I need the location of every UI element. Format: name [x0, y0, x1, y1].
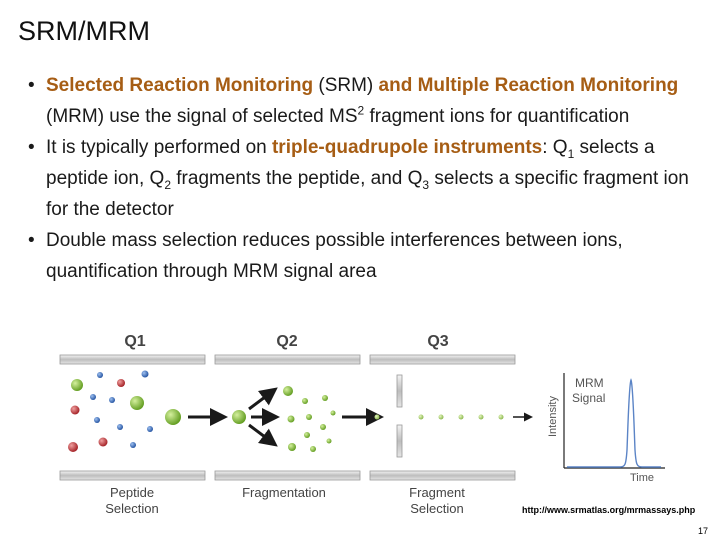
- bullet-text: fragments the peptide, and Q: [171, 168, 423, 189]
- q1-bottom-rod: [60, 471, 205, 480]
- highlighted-term: and Multiple Reaction Monitoring: [378, 75, 679, 96]
- q1-ion-mixture: [68, 371, 181, 453]
- plot-ylabel: Intensity: [547, 396, 559, 437]
- q3-slit-top: [397, 375, 402, 407]
- subscript: 1: [567, 146, 575, 161]
- bullet-list: [28, 70, 698, 287]
- q2-bottom-rod: [215, 471, 360, 480]
- plot-title-line-1: MRM: [575, 376, 604, 390]
- plot-xlabel: Time: [630, 472, 655, 484]
- stage-label-peptide-1: Peptide: [109, 485, 155, 500]
- plot-title-line-2: Signal: [572, 391, 606, 405]
- source-url[interactable]: http://www.srmatlas.org/mrmassays.php: [522, 505, 696, 515]
- bullet-text: selects a specific fragment ion for the detector: [46, 168, 689, 220]
- q1-label: Q1: [124, 333, 146, 350]
- stage-label-peptide-2: Selection: [105, 501, 159, 516]
- bullet-triple-quad: [28, 132, 698, 225]
- bullet-srm-definition: [28, 70, 698, 132]
- q3-bottom-rod: [370, 471, 515, 480]
- bullet-double-selection: [28, 225, 698, 287]
- bullet-text: Double mass selection reduces possible interferences between ions, quantification through MRM signal area: [46, 230, 623, 282]
- page-number: 17: [698, 526, 709, 536]
- q3-top-rod: [370, 355, 515, 364]
- mrm-signal-plot: [547, 373, 665, 484]
- q2-label: Q2: [276, 333, 298, 350]
- bullet-text: It is typically performed on: [46, 137, 272, 158]
- q2-top-rod: [215, 355, 360, 364]
- triple-quad-diagram: [55, 325, 720, 530]
- stage-label-fragmentation: Fragmentation: [242, 485, 326, 500]
- q3-slit-bottom: [397, 425, 402, 457]
- q3-selected-fragments: [375, 415, 531, 420]
- q1-top-rod: [60, 355, 205, 364]
- q2-fragmentation: [232, 386, 336, 452]
- q3-label: Q3: [427, 333, 449, 350]
- stage-label-fragment-2: Selection: [410, 501, 464, 516]
- stage-label-fragment-1: Fragment: [409, 485, 465, 500]
- highlighted-term: triple-quadrupole instruments: [271, 137, 543, 158]
- subscript: 2: [164, 177, 171, 192]
- bullet-text: (MRM) use the signal of selected MS: [46, 106, 358, 127]
- bullet-text: : Q: [542, 137, 568, 158]
- subscript: 3: [422, 177, 430, 192]
- bullet-text: fragment ions for quantification: [364, 106, 630, 127]
- bullet-text: (SRM): [313, 75, 379, 96]
- bullet-text: selects a peptide ion, Q: [46, 137, 655, 189]
- slide-title: SRM/MRM: [18, 16, 150, 46]
- superscript: 2: [357, 103, 365, 118]
- highlighted-term: Selected Reaction Monitoring: [46, 75, 314, 96]
